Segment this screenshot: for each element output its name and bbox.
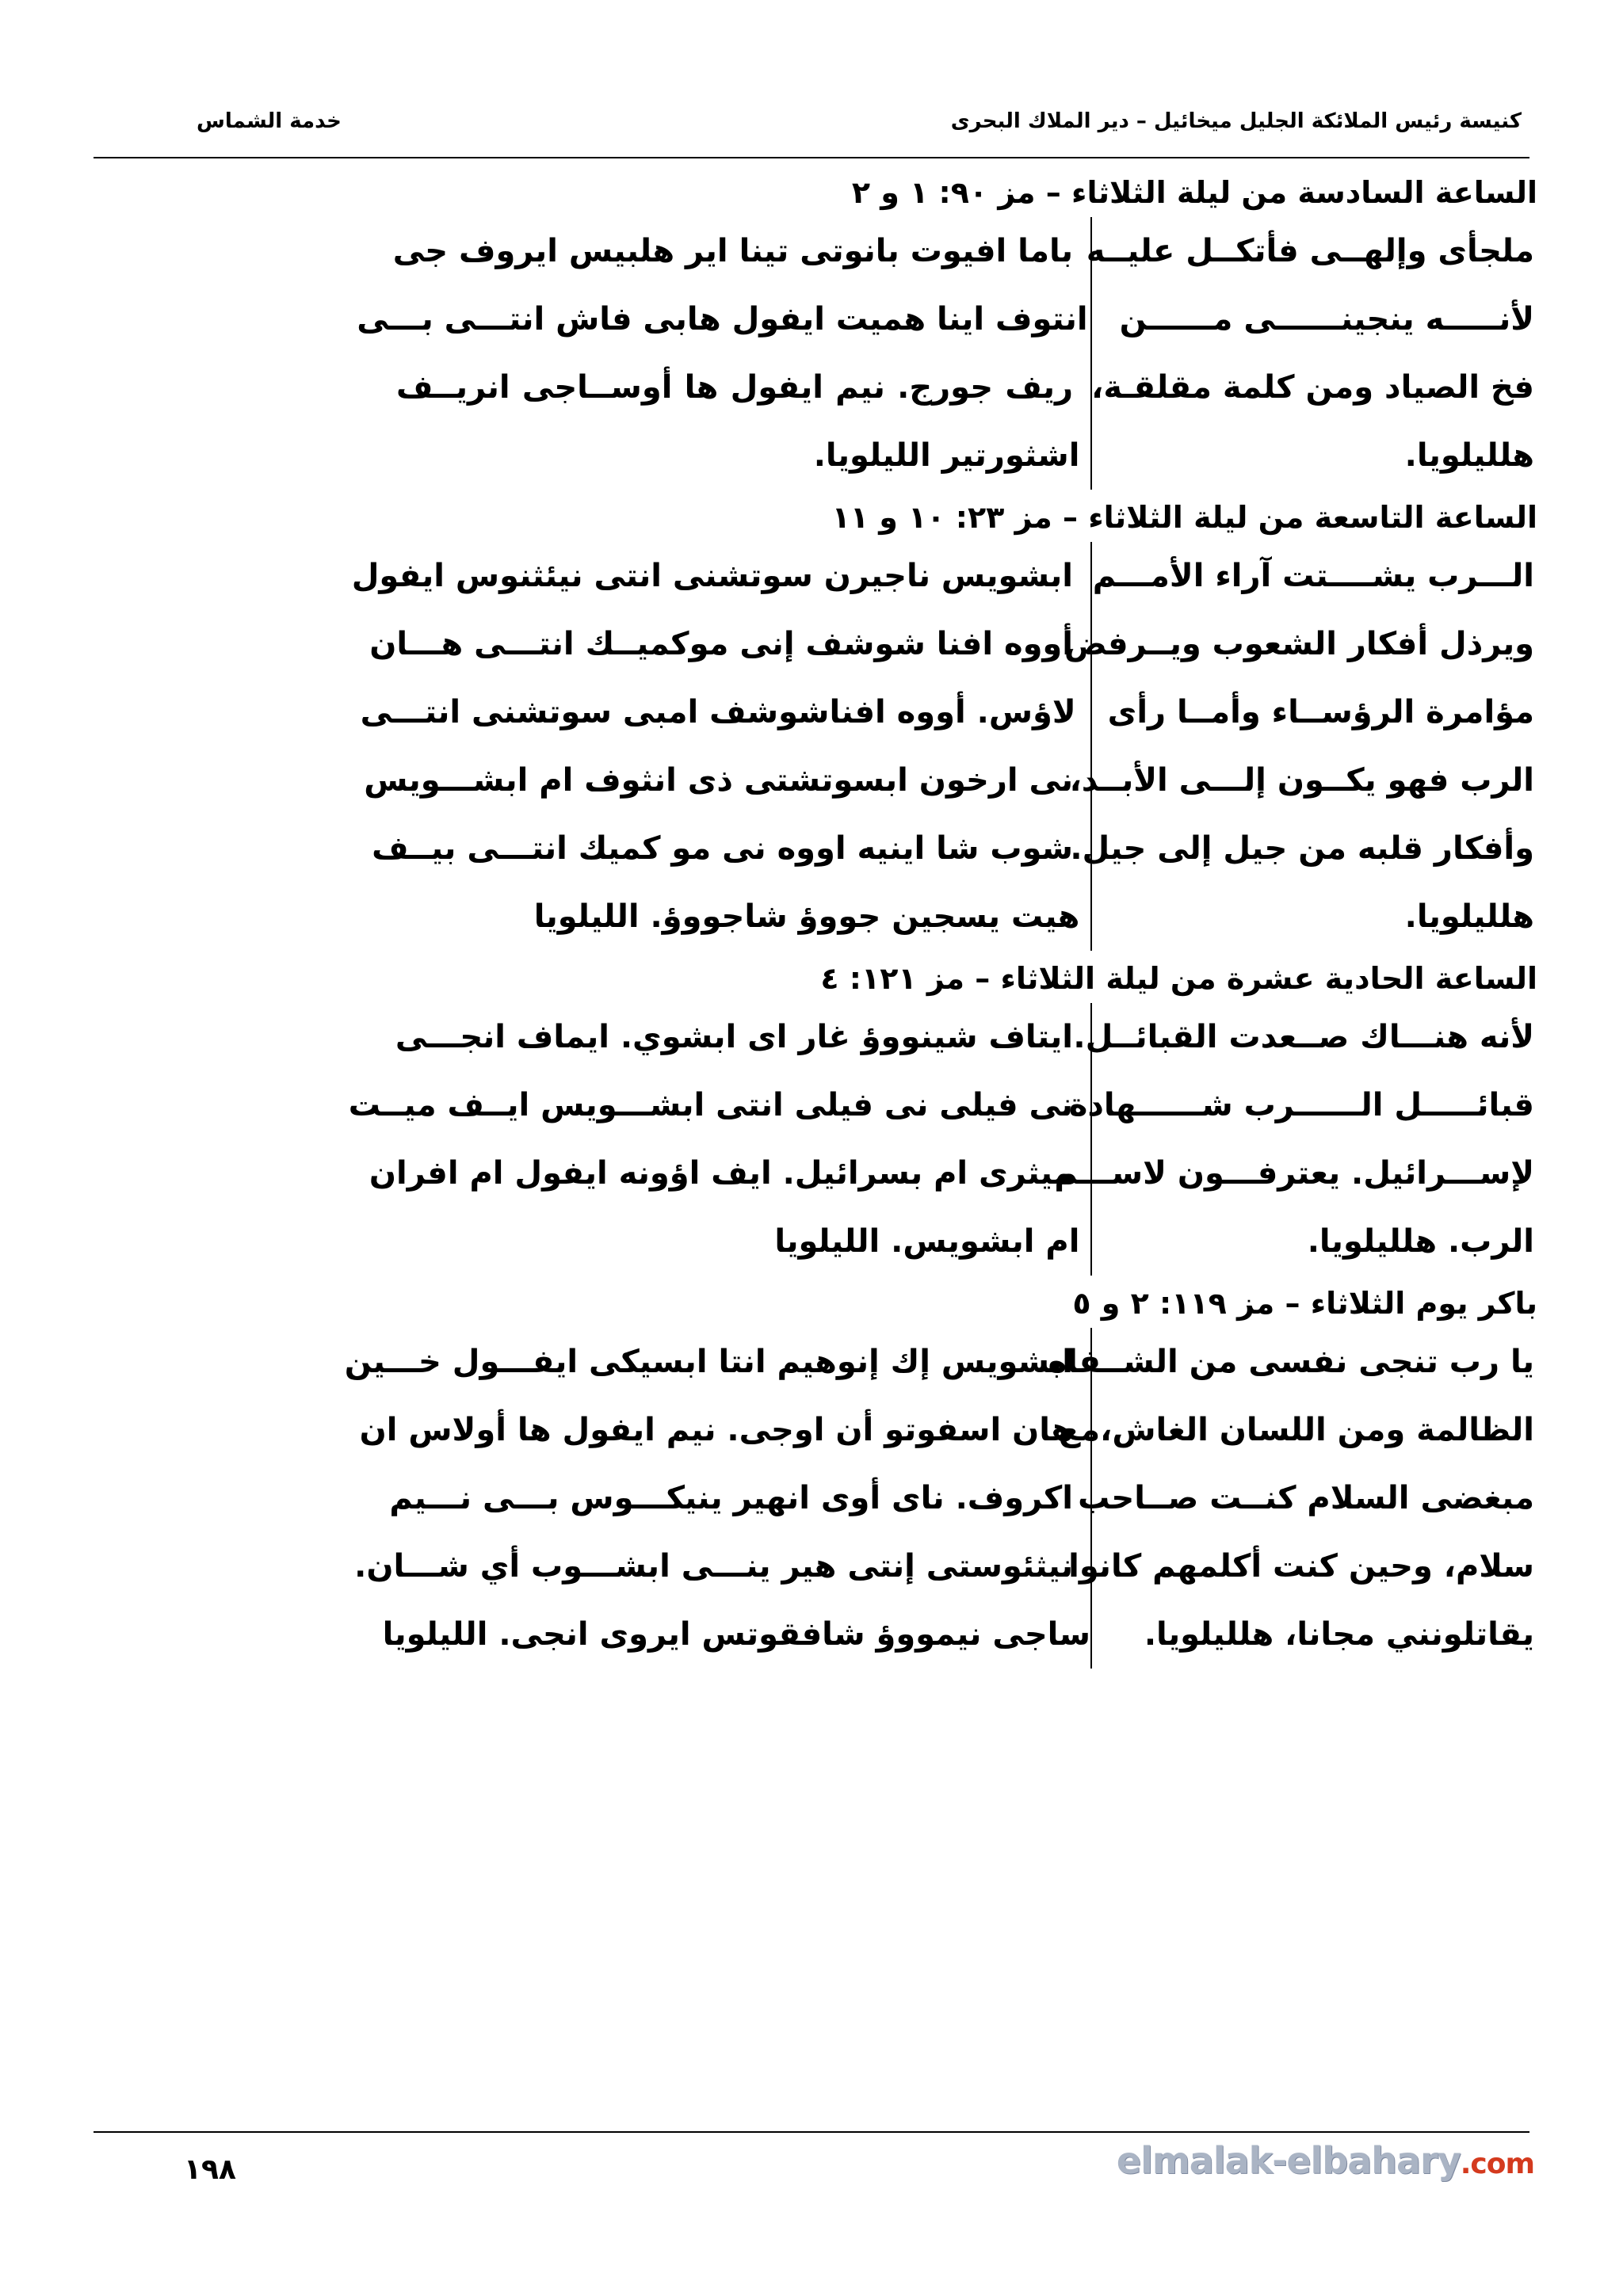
coptic-text: أووه افنا شوشف إنى موكميــك انتـــى هـــان: [369, 626, 1073, 662]
table-row: [396, 1003, 1537, 1071]
watermark-tld: .com: [1460, 2148, 1534, 2180]
table-row: [396, 1207, 1537, 1276]
table-row: [389, 1464, 1537, 1532]
psalm-table: [348, 1003, 1537, 1276]
table-row: [359, 1396, 1537, 1464]
site-watermark-logo: [1117, 2139, 1534, 2182]
coptic-text: لاؤس. أووه افناشوشف امبى سوتشنى انتـــى: [360, 694, 1076, 730]
table-row: [360, 678, 1537, 746]
section-heading: الساعة التاسعة من ليلة الثلاثاء – مز ٢٣: ١٠ و ١١: [831, 500, 1537, 535]
page-header: [94, 109, 1529, 158]
coptic-text: ام ابشويس. الليلويا: [774, 1223, 1080, 1260]
coptic-text: باما افيوت بانوتى تينا اير هلبيس ايروف جى: [392, 233, 1073, 269]
table-row: [396, 421, 1537, 490]
table-row: [357, 285, 1537, 353]
coptic-text: اكروف. ناى أوى انهير ينيكـــوس بـــى نـــيم: [389, 1480, 1073, 1516]
table-row: [351, 542, 1537, 610]
table-row: [348, 1071, 1537, 1139]
arabic-text: الظالمة ومن اللسان الغاش،مع: [1059, 1412, 1534, 1448]
arabic-text: ملجأى وإلهــى فأتكــل عليــه: [1086, 233, 1534, 269]
arabic-text: قبائـــــل الــــــرب شــــــهادة: [1068, 1087, 1534, 1123]
arabic-text: لأنـــــه ينجينــــــى مــــــن: [1119, 301, 1534, 338]
arabic-text: مبغضى السلام كنــت صــاحب: [1078, 1480, 1534, 1516]
watermark-text: elmalak-elbahary: [1116, 2139, 1461, 2182]
page-content: [344, 168, 1537, 1669]
page-number: ١٩٨: [184, 2153, 236, 2186]
table-row: [396, 353, 1537, 421]
arabic-text: الرب فهو يكــون إلـــى الأبــد،: [1069, 762, 1534, 799]
arabic-text: ويرذل أفكار الشعوب ويــرفض: [1064, 626, 1534, 662]
coptic-text: شوب شا اينيه اووه نى مو كميك انتـــى بيــف: [372, 830, 1073, 867]
coptic-text: هان اسفوتو أن اوجى. نيم ايفول ها أولاس ان: [359, 1412, 1073, 1448]
section-heading: الساعة الحادية عشرة من ليلة الثلاثاء – مز ١٢١: ٤: [820, 961, 1537, 996]
arabic-text: هلليلويا.: [1404, 437, 1534, 474]
coptic-text: اشثورتير الليلويا.: [813, 437, 1080, 474]
arabic-text: الـــرب يشــــتت آراء الأمـــم: [1092, 558, 1534, 594]
coptic-text: هيت يسجين جووؤ شاجووؤ. الليلويا: [533, 898, 1080, 935]
table-row: [344, 1328, 1537, 1396]
table-row: [354, 1532, 1537, 1600]
coptic-text: نيثئوستى إنتى هير ينـــى ابشـــوب أي شـــان.: [354, 1548, 1073, 1585]
coptic-text: ريف جورج. نيم ايفول ها أوســاجى انريــف: [396, 369, 1073, 406]
psalm-table: [344, 1328, 1537, 1669]
coptic-text: ميثرى ام بسرائيل. ايف اؤونه ايفول ام افران: [369, 1155, 1073, 1192]
coptic-text: نى فيلى نى فيلى انتى ابشـــويس ايــف ميــت: [348, 1087, 1073, 1123]
arabic-text: وأفكار قلبه من جيل إلى جيل.: [1070, 830, 1534, 867]
psalm-table: [357, 217, 1537, 490]
psalm-table: [351, 542, 1537, 951]
table-row: [382, 1600, 1537, 1669]
arabic-text: لإســـرائيل. يعترفـــون لاســـم: [1054, 1155, 1534, 1192]
arabic-text: الرب. هلليلويا.: [1307, 1223, 1534, 1260]
table-row: [369, 610, 1537, 678]
coptic-text: ايتاف شينووؤ غار اى ابشوي. ايماف انجـــى: [395, 1019, 1073, 1055]
arabic-text: سلام، وحين كنت أكلمهم كانوا: [1068, 1548, 1534, 1585]
arabic-text: مؤامرة الرؤســاء وأمــا رأى: [1107, 694, 1534, 730]
coptic-text: ساجى نيمووؤ شافقوتس ايروى انجى. الليلويا: [382, 1616, 1090, 1653]
table-row: [369, 1139, 1537, 1207]
section-heading: الساعة السادسة من ليلة الثلاثاء – مز ٩٠: ١ و ٢: [851, 175, 1537, 210]
coptic-text: ابشويس إك إنوهيم انتا ابسيكى ايفـــول خـــين: [344, 1344, 1073, 1380]
coptic-text: ابشويس ناجيرن سوتشنى انتى نيئثنوس ايفول: [351, 558, 1073, 594]
arabic-text: يا رب تنجى نفسى من الشــفاه: [1048, 1344, 1534, 1380]
arabic-text: لأنه هنـــاك صــعدت القبائــل.: [1073, 1019, 1534, 1055]
church-title: كنيسة رئيس الملائكة الجليل ميخائيل – دير الملاك البحرى: [950, 109, 1522, 133]
table-row: [392, 217, 1537, 285]
section-heading: باكر يوم الثلاثاء – مز ١١٩: ٢ و ٥: [1072, 1286, 1537, 1321]
arabic-text: فخ الصياد ومن كلمة مقلقـة،: [1091, 369, 1534, 406]
service-title: خدمة الشماس: [197, 109, 342, 133]
arabic-text: هلليلويا.: [1404, 898, 1534, 935]
coptic-text: نى ارخون ابسوتشتى ذى انثوف ام ابشـــويس: [364, 762, 1073, 799]
arabic-text: يقاتلونني مجانا، هلليلويا.: [1144, 1616, 1534, 1653]
table-row: [396, 883, 1537, 951]
footer-divider: [94, 2131, 1529, 2133]
coptic-text: انتوف اينا هميت ايفول هابى فاش انتـــى بـــى: [357, 301, 1088, 338]
table-row: [372, 814, 1537, 883]
table-row: [364, 746, 1537, 814]
